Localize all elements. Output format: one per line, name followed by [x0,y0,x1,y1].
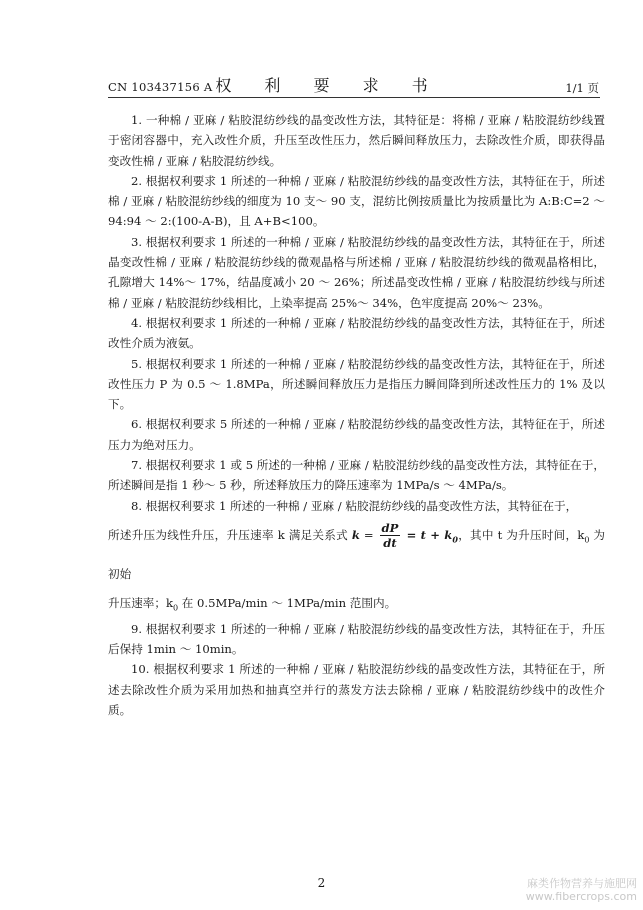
watermark-url: www.fibercrops.com [525,890,637,903]
page-title: 权 利 要 求 书 [215,76,442,95]
claim-10: 10. 根据权利要求 1 所述的一种棉 / 亚麻 / 粘胶混纺纱线的晶变改性方法，其特征在于，所述去除改性介质为采用加热和抽真空并行的蒸发方法去除棉 / 亚麻 / 粘胶混纺纱线中的改性介质。 [108,662,605,718]
claim-4: 4. 根据权利要求 1 所述的一种棉 / 亚麻 / 粘胶混纺纱线的晶变改性方法，其特征在于，所述改性介质为液氨。 [108,315,605,351]
formula-k: k [351,527,360,542]
formula-equals: = [359,527,378,542]
header-divider [108,97,600,98]
formula-lead-text: 所述升压为线性升压，升压速率 k 满足关系式 [108,527,352,542]
claims-body [108,110,605,720]
claim-2: 2. 根据权利要求 1 所述的一种棉 / 亚麻 / 粘胶混纺纱线的晶变改性方法，其特征在于，所述棉 / 亚麻 / 粘胶混纺纱线的细度为 10 支～ 90 支，混纺比例按质量比为按质量比为 A:B:C=2 ～ 94:94 ～ 2:(100-A-B)，且 A+B<100。 [108,173,605,229]
claim-6: 6. 根据权利要求 5 所述的一种棉 / 亚麻 / 粘胶混纺纱线的晶变改性方法，其特征在于，所述压力为绝对压力。 [108,417,605,452]
formula-rhs: = t + k [402,527,453,542]
formula-rhs-subscript: 0 [452,534,458,545]
formula-after-text-2: 为初始 [108,527,606,582]
claim-1: 1. 一种棉 / 亚麻 / 粘胶混纺纱线的晶变改性方法，其特征是：将棉 / 亚麻 / 粘胶混纺纱线置于密闭容器中，充入改性介质，升压至改性压力，然后瞬间释放压力，去除改性介质，即获得晶变改性棉 / 亚麻 / 粘胶混纺纱线。 [108,113,605,168]
claim-8-tail-a: 升压速率；k [108,596,173,611]
document-number: CN 103437156 A [108,80,213,94]
watermark-title: 麻类作物营养与施肥网 [527,877,637,890]
page-indicator: 1/1 页 [565,81,599,95]
claim-8-tail-b: 在 0.5MPa/min ～ 1MPa/min 范围内。 [178,596,397,611]
claim-5: 5. 根据权利要求 1 所述的一种棉 / 亚麻 / 粘胶混纺纱线的晶变改性方法，其特征在于，所述改性压力 P 为 0.5 ～ 1.8MPa，所述瞬间释放压力是指压力瞬间降到所述改性压力的 1% 及以下。 [108,356,605,412]
claim-8: 8. 根据权利要求 1 所述的一种棉 / 亚麻 / 粘胶混纺纱线的晶变改性方法，其特征在于， [131,498,578,513]
fraction-denominator: dt [383,536,397,551]
site-watermark [526,877,637,903]
k0-subscript: 0 [584,535,590,545]
k0-subscript-2: 0 [173,603,179,613]
page-number: 2 [317,876,326,890]
claim-9: 9. 根据权利要求 1 所述的一种棉 / 亚麻 / 粘胶混纺纱线的晶变改性方法，其特征在于，升压后保持 1min ～ 10min。 [108,621,605,657]
claim-8-formula-line [108,518,605,591]
claim-7: 7. 根据权利要求 1 或 5 所述的一种棉 / 亚麻 / 粘胶混纺纱线的晶变改性方法，其特征在于，所述瞬间是指 1 秒～ 5 秒，所述释放压力的降压速率为 1MPa/s ～ 4MPa/s。 [108,458,605,493]
claim-3: 3. 根据权利要求 1 所述的一种棉 / 亚麻 / 粘胶混纺纱线的晶变改性方法，其特征在于，所述晶变改性棉 / 亚麻 / 粘胶混纺纱线的微观晶格与所述棉 / 亚麻 / 粘胶混纺纱线的微观晶格相比，孔隙增大 14%～ 17%，结晶度减小 20 ～ 26%；所述晶变改性棉 / 亚麻 / 粘胶混纺纱线与所述棉 / 亚麻 / 粘胶混纺纱线相比，上染率提高 25%～ 34%，色牢度提高 20%～ 23%。 [108,234,605,310]
formula-after-text: ，其中 t 为升压时间，k [457,527,585,542]
derivative-fraction [380,521,401,550]
fraction-numerator: dP [381,521,399,536]
claim-8-tail [108,593,605,619]
